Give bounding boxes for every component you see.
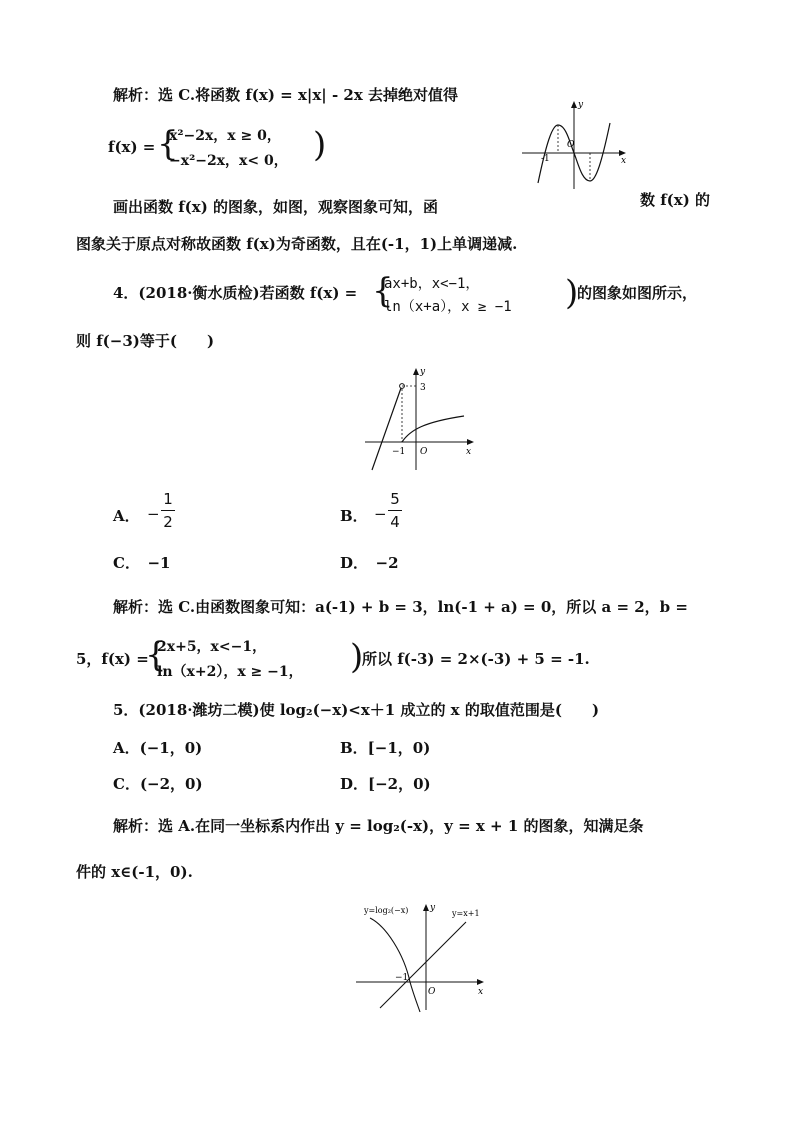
q5-option-b: B．[−1，0) xyxy=(340,739,431,757)
sol3-line3: 图象关于原点对称故函数 f(x)为奇函数，且在(-1，1)上单调递减. xyxy=(76,235,518,253)
graph2-x-label: x xyxy=(466,447,472,457)
q4-case1: ax+b，x<−1， xyxy=(384,276,480,292)
q4-case2: ln（x+a），x ≥ −1 xyxy=(384,299,512,315)
graph3-line-label: y=x+1 xyxy=(452,909,480,918)
q4-option-b-fraction xyxy=(387,490,403,531)
sol5-line2: 件的 x∈(-1，0). xyxy=(76,863,193,881)
graph3-origin: O xyxy=(428,987,436,997)
graph1-neg1: -1 xyxy=(541,154,550,164)
q4-line2: 则 f(−3)等于( ) xyxy=(76,332,215,350)
sol5-line1: 解析：选 A.在同一坐标系内作出 y = log₂(-x)，y = x + 1 的图象，知满足条 xyxy=(113,817,644,835)
graph2-x-arrow xyxy=(467,439,474,445)
graph2-three: 3 xyxy=(420,383,426,393)
q4-option-b-sign: − xyxy=(374,505,387,523)
sol3-left-brace: { xyxy=(157,124,179,164)
sol4-line2-suffix: 所以 f(-3) = 2×(-3) + 5 = -1. xyxy=(362,650,590,668)
q5-option-a: A．(−1，0) xyxy=(113,739,203,757)
graph1-y-arrow xyxy=(571,101,577,108)
graph2-y-label: y xyxy=(420,367,426,377)
graph-piecewise xyxy=(360,362,480,474)
graph3-log-curve xyxy=(370,918,420,1012)
q4-option-a-fraction xyxy=(160,490,176,531)
sol4-case1: 2x+5，x<−1， xyxy=(157,639,267,655)
q4-left-brace: { xyxy=(372,271,394,311)
graph3-y-arrow xyxy=(423,904,429,911)
q5-option-d: D．[−2，0) xyxy=(340,775,431,793)
graph-log-and-line xyxy=(352,896,492,1014)
graph3-x-arrow xyxy=(477,979,484,985)
q4-right-paren: ) xyxy=(565,273,579,313)
graph3-log-label: y=log₂(−x) xyxy=(364,906,409,915)
q4-option-a-den: 2 xyxy=(163,513,173,531)
q4-option-c: C． −1 xyxy=(113,554,171,572)
graph1-y-label: y xyxy=(578,100,584,110)
q4-option-a-sign: − xyxy=(147,505,160,523)
sol3-right-paren: ) xyxy=(313,125,327,165)
graph1-origin: O xyxy=(567,140,575,150)
sol4-case2: ln（x+2），x ≥ −1， xyxy=(157,664,303,680)
sol3-case2: −x²−2x，x< 0， xyxy=(169,153,288,169)
sol4-right-paren: ) xyxy=(350,637,364,677)
sol3-line2-right: 数 f(x) 的 xyxy=(640,191,711,209)
q4-option-b-label: B． xyxy=(340,507,368,525)
q4-option-a-label: A． xyxy=(113,507,140,525)
graph3-x-label: x xyxy=(478,987,484,997)
sol4-left-brace: { xyxy=(145,635,167,675)
graph3-line xyxy=(380,922,466,1008)
q4-suffix: 的图象如图所示， xyxy=(577,284,698,302)
graph2-origin: O xyxy=(420,447,428,457)
graph2-line-piece xyxy=(372,388,401,470)
graph3-neg1: −1 xyxy=(395,973,409,983)
q4-option-b-den: 4 xyxy=(390,513,400,531)
sol4-line2-prefix: 5，f(x) = xyxy=(76,650,149,668)
sol4-line1: 解析：选 C.由函数图象可知：a(-1) + b = 3，ln(-1 + a) = 0，所以 a = 2，b = xyxy=(113,598,688,616)
graph1-x-label: x xyxy=(621,156,627,166)
q4-option-a-num: 1 xyxy=(163,490,173,508)
q4-option-b-num: 5 xyxy=(390,490,400,508)
sol3-case1: x²−2x，x ≥ 0， xyxy=(169,128,281,144)
graph-odd-function xyxy=(518,95,630,193)
sol3-fx-label: f(x) = xyxy=(108,138,156,156)
q5-line1: 5．(2018·潍坊二模)使 log₂(−x)<x＋1 成立的 x 的取值范围是( ) xyxy=(113,701,600,719)
sol3-line2: 画出函数 f(x) 的图象，如图，观察图象可知，函 xyxy=(113,198,439,216)
sol3-line1: 解析：选 C.将函数 f(x) = x|x| - 2x 去掉绝对值得 xyxy=(113,86,459,104)
q5-option-c: C．(−2，0) xyxy=(113,775,203,793)
graph2-log-piece xyxy=(402,416,464,442)
graph2-y-arrow xyxy=(413,368,419,375)
q4-option-d: D． −2 xyxy=(340,554,399,572)
q4-prefix: 4．(2018·衡水质检)若函数 f(x) = xyxy=(113,284,358,302)
graph2-neg1: −1 xyxy=(392,447,406,457)
graph3-y-label: y xyxy=(430,903,436,913)
